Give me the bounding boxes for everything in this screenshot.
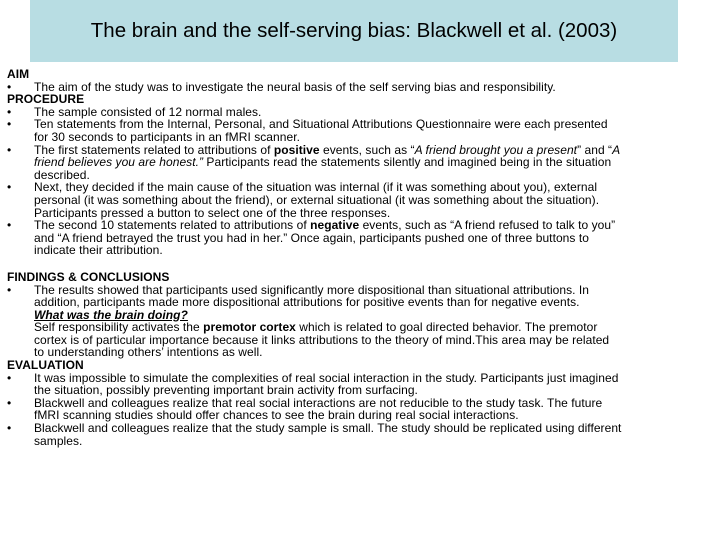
findings-question: What was the brain doing? [34, 307, 188, 322]
evaluation-item-1-line-2: the situation, possibly preventing important brain activity from surfacing. [34, 383, 418, 398]
aim-text: The aim of the study was to investigate the neural basis of the self serving bias and responsibility. [34, 79, 556, 94]
procedure-item-4-line-1: Next, they decided if the main cause of the situation was internal (if it was something about you), external [34, 180, 598, 195]
text-segment: Self responsibility activates the [34, 320, 204, 335]
procedure-item-3-line-2 [34, 156, 715, 169]
text-segment: events, such as “ [319, 142, 415, 157]
findings-line-6: to understanding others’ intentions as well. [34, 345, 263, 360]
text-segment: events, such as “A friend refused to talk to you” [359, 218, 616, 233]
procedure-item-5-line-3: indicate their attribution. [34, 243, 163, 258]
aim-item [7, 81, 715, 94]
bullet-icon: • [7, 79, 12, 94]
bullet-icon: • [7, 104, 12, 119]
text-segment: Participants read the statements silently and imagined being in the situation [203, 155, 612, 170]
example-quote: A [612, 142, 621, 157]
bullet-icon: • [7, 142, 12, 157]
evaluation-item-3-line-2: samples. [34, 433, 83, 448]
procedure-item-2-line-2: for 30 seconds to participants in an fMRI scanner. [34, 129, 300, 144]
findings-line-4 [34, 321, 715, 334]
procedure-item-1-text: The sample consisted of 12 normal males. [34, 104, 262, 119]
findings-item [7, 284, 715, 360]
procedure-item-5-line-2: and “A friend betrayed the trust you had in her.” Once again, participants pushed one of three buttons to [34, 230, 589, 245]
evaluation-item-1 [7, 372, 715, 397]
procedure-heading: PROCEDURE [7, 92, 85, 107]
procedure-item-2 [7, 118, 715, 143]
procedure-item-3 [7, 144, 715, 182]
procedure-item-2-line-1: Ten statements from the Internal, Personal, and Situational Attributions Questionnaire were each presented [34, 117, 608, 132]
evaluation-item-3 [7, 422, 715, 447]
emphasis-negative: negative [310, 218, 360, 233]
evaluation-item-3-line-1: Blackwell and colleagues realize that the study sample is small. The study should be replicated using different [34, 421, 622, 436]
bullet-icon: • [7, 117, 12, 132]
evaluation-item-2 [7, 397, 715, 422]
procedure-item-5 [7, 219, 715, 257]
text-segment: which is related to goal directed behavior. The premotor [295, 320, 598, 335]
text-segment: The first statements related to attributions of [34, 142, 274, 157]
emphasis-positive: positive [273, 142, 320, 157]
bullet-icon: • [7, 218, 12, 233]
procedure-item-4-line-3: Participants pressed a button to select one of the three responses. [34, 205, 391, 220]
evaluation-item-2-line-1: Blackwell and colleagues realize that real social interactions are not reducible to the study task. The future [34, 395, 603, 410]
slide-title: The brain and the self-serving bias: Blackwell et al. (2003) [90, 19, 618, 42]
evaluation-item-2-line-2: fMRI scanning studies should offer chances to see the brain during real social interactions. [34, 408, 519, 423]
findings-heading: FINDINGS & CONCLUSIONS [7, 269, 170, 284]
text-segment: ” and “ [577, 142, 613, 157]
bullet-icon: • [7, 282, 12, 297]
aim-heading: AIM [7, 67, 30, 81]
example-quote: A friend brought you a present [414, 142, 578, 157]
bullet-icon: • [7, 180, 12, 195]
bullet-icon: • [7, 395, 12, 410]
evaluation-item-1-line-1: It was impossible to simulate the complexities of real social interaction in the study. Participants just imagined [34, 370, 619, 385]
slide-content [7, 68, 715, 447]
bullet-icon: • [7, 370, 12, 385]
example-quote: friend believes you are honest.” [34, 155, 204, 170]
procedure-item-3-line-3: described. [34, 167, 90, 182]
procedure-item-5-line-1 [34, 219, 715, 232]
text-segment: The second 10 statements related to attributions of [34, 218, 311, 233]
findings-line-5: cortex is of particular importance because it links attributions to the theory of mind.This area may be related [34, 332, 610, 347]
evaluation-heading: EVALUATION [7, 358, 84, 373]
slide-title-banner [30, 0, 678, 62]
emphasis-premotor-cortex: premotor cortex [203, 320, 296, 335]
findings-line-1: The results showed that participants used significantly more dispositional than situational attributions. In [34, 282, 590, 297]
procedure-item-4 [7, 181, 715, 219]
procedure-item-4-line-2: personal (it was something about the friend), or external situational (it was something about the situation). [34, 192, 600, 207]
bullet-icon: • [7, 421, 12, 436]
findings-line-2: addition, participants made more dispositional attributions for positive events than for negative events. [34, 295, 580, 310]
